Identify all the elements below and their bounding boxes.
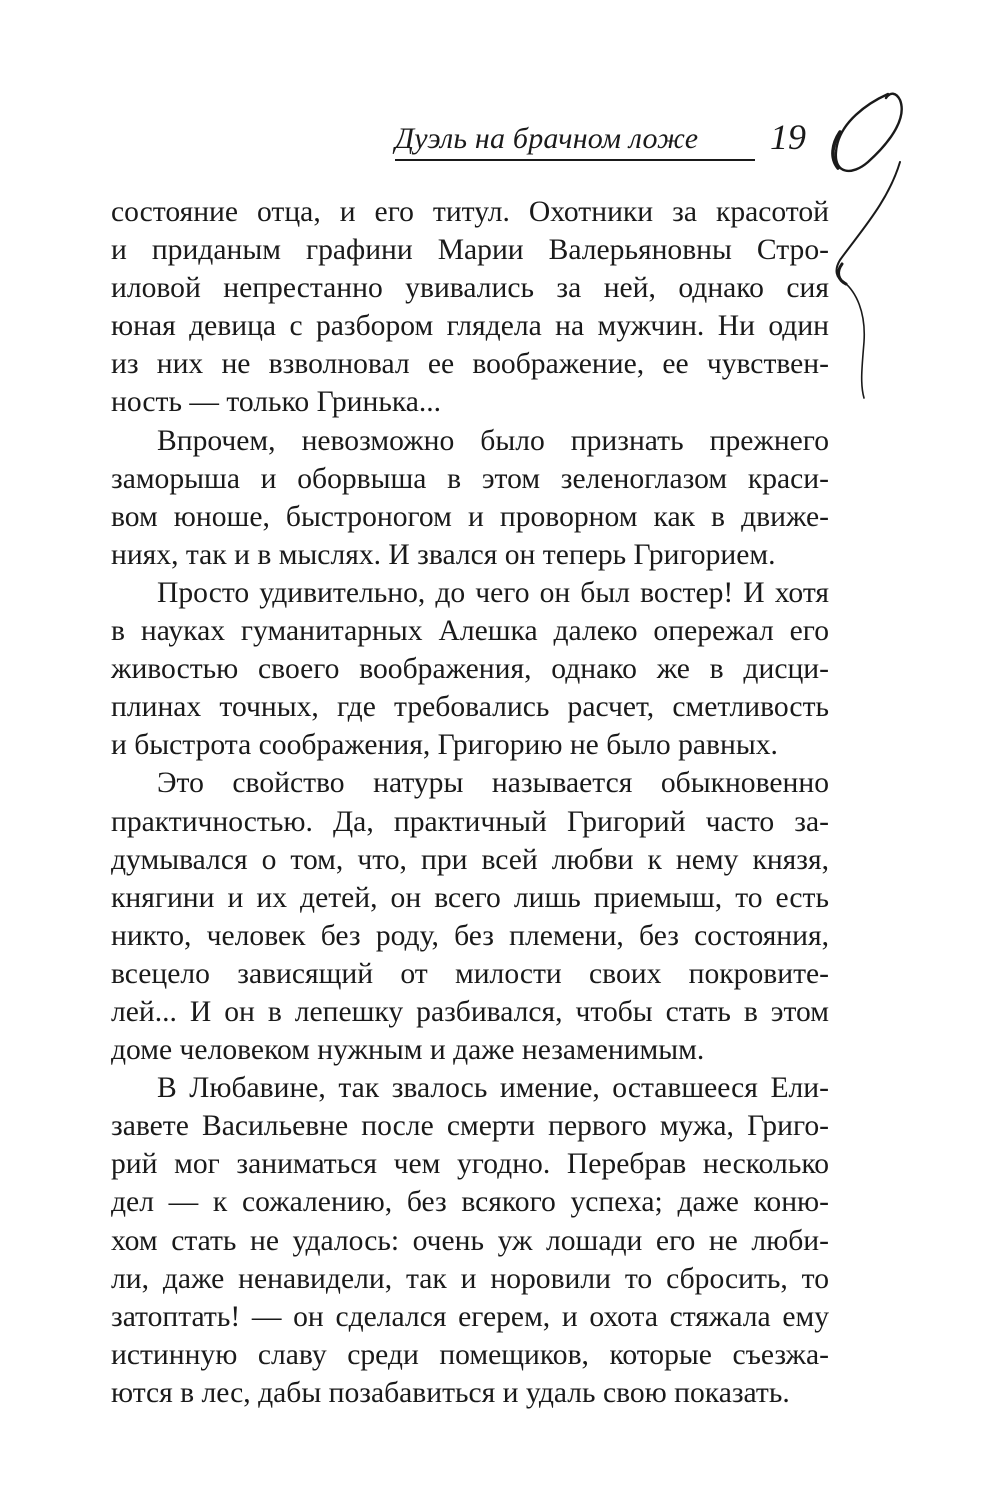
text-line: плинах точных, где требовались расчет, сметливость	[111, 691, 829, 724]
text-line: лей... И он в лепешку разбивался, чтобы стать в этом	[111, 995, 829, 1028]
text-line: вом юноше, быстроногом и проворном как в движе-	[111, 500, 829, 533]
text-line: рий мог заниматься чем угодно. Перебрав несколько	[111, 1148, 829, 1181]
decorative-flourish-icon	[830, 92, 910, 402]
text-line: заморыша и оборвыша в этом зеленоглазом краси-	[111, 462, 829, 495]
text-line: юная девица с разбором глядела на мужчин. Ни один	[111, 310, 829, 343]
page-number: 19	[770, 117, 806, 157]
text-line: в науках гуманитарных Алешка далеко опережал его	[111, 615, 829, 648]
header-rule	[395, 159, 755, 161]
body-text	[111, 193, 829, 1412]
running-header	[395, 118, 825, 160]
text-line: затоптать! — он сделался егерем, и охота стяжала ему	[111, 1300, 829, 1333]
running-title: Дуэль на брачном ложе	[395, 122, 699, 155]
text-line: хом стать не удалось: очень уж лошади его не люби-	[111, 1224, 829, 1257]
text-line: княгини и их детей, он всего лишь приемыш, то есть	[111, 881, 829, 914]
text-line: ниях, так и в мыслях. И звался он теперь Григорием.	[111, 538, 776, 571]
text-line: думывался о том, что, при всей любви к нему князя,	[111, 843, 829, 876]
text-line: ность — только Гринька...	[111, 386, 442, 419]
text-line: живостью своего воображения, однако же в дисци-	[111, 653, 829, 686]
text-line: истинную славу среди помещиков, которые съезжа-	[111, 1338, 829, 1371]
text-line: дел — к сожалению, без всякого успеха; даже коню-	[111, 1186, 829, 1219]
text-line: состояние отца, и его титул. Охотники за красотой	[111, 196, 829, 228]
text-line: ются в лес, дабы позабавиться и удаль свою показать.	[111, 1376, 790, 1409]
text-line: В Любавине, так звалось имение, оставшееся Ели-	[157, 1072, 829, 1105]
text-line: Это свойство натуры называется обыкновенно	[157, 767, 829, 800]
text-line: Просто удивительно, до чего он был востер! И хотя	[157, 576, 829, 609]
text-line: всецело зависящий от милости своих покровите-	[111, 957, 829, 990]
text-line: и быстрота соображения, Григорию не было равных.	[111, 729, 778, 762]
text-line: доме человеком нужным и даже незаменимым.	[111, 1034, 705, 1067]
text-line: практичностью. Да, практичный Григорий часто за-	[111, 805, 829, 838]
text-line: Впрочем, невозможно было признать прежнего	[157, 424, 829, 457]
text-line: иловой непрестанно увивались за ней, однако сия	[111, 272, 829, 305]
text-line: из них не взволновал ее воображение, ее чувствен-	[111, 348, 829, 381]
text-line: никто, человек без роду, без племени, без состояния,	[111, 919, 829, 952]
text-line: и приданым графини Марии Валерьяновны Стро-	[111, 234, 829, 267]
text-line: завете Васильевне после смерти первого мужа, Григо-	[111, 1110, 829, 1143]
text-line: ли, даже ненавидели, так и норовили то сбросить, то	[111, 1262, 829, 1295]
